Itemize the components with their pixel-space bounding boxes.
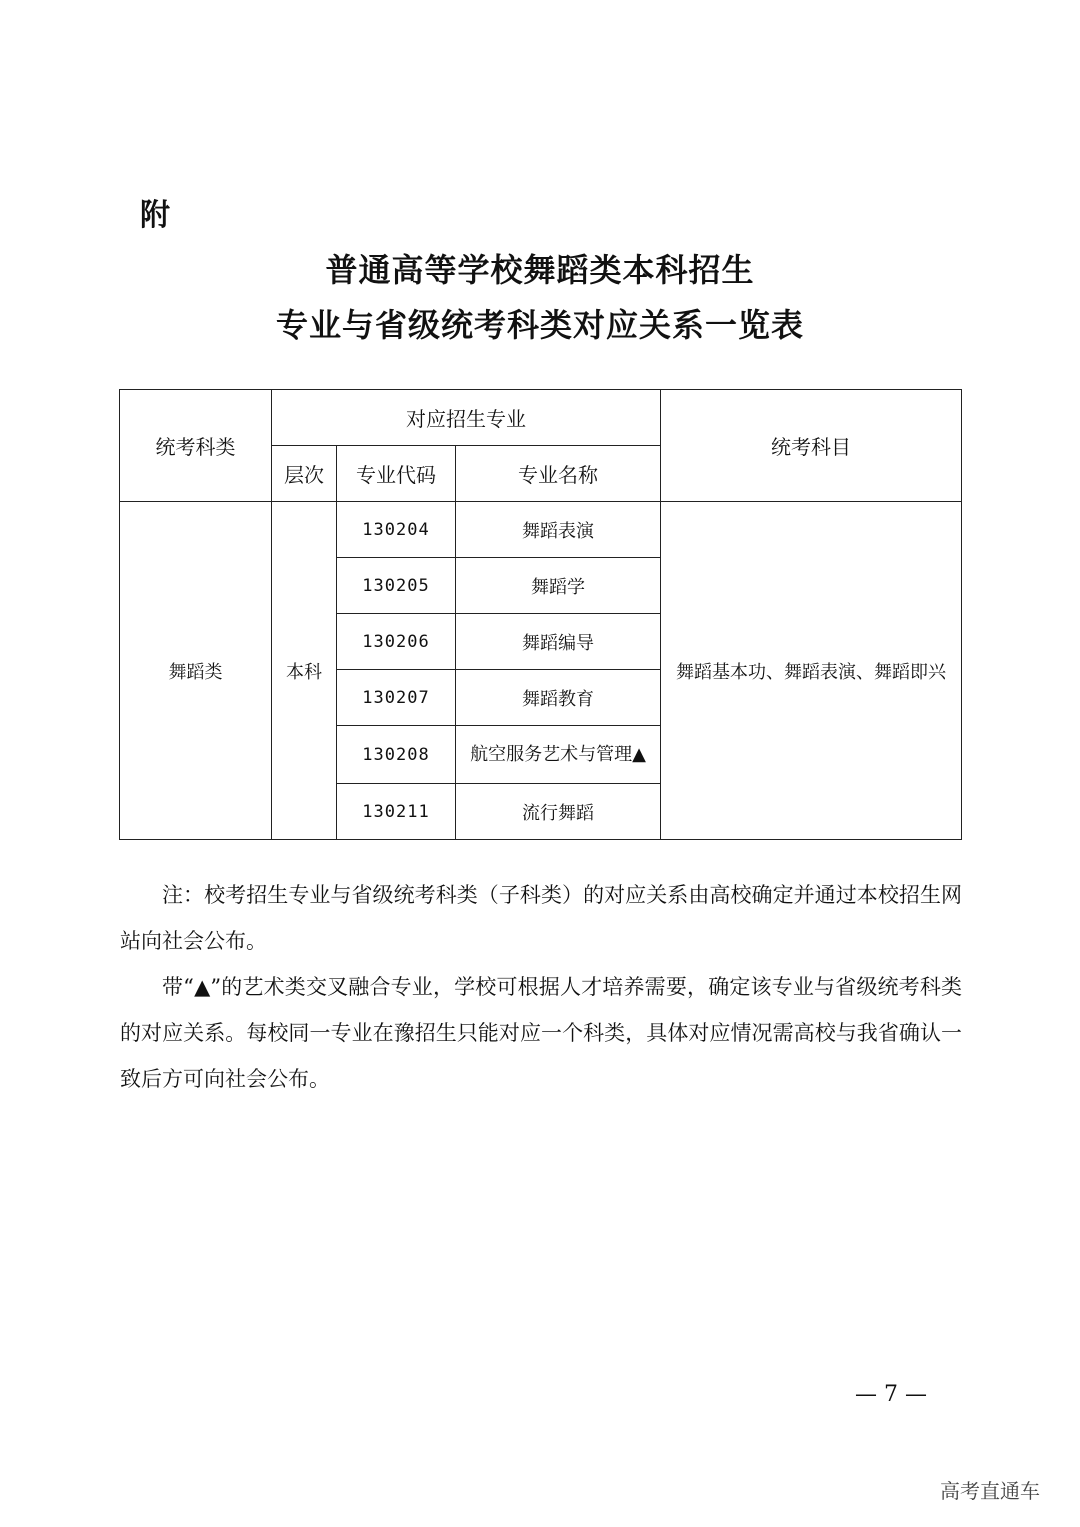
major-name: 舞蹈学 bbox=[456, 558, 661, 614]
page-number: — 7 — bbox=[855, 1382, 927, 1407]
major-name: 流行舞蹈 bbox=[456, 784, 661, 840]
header-code: 专业代码 bbox=[337, 446, 456, 502]
major-code: 130204 bbox=[337, 502, 456, 558]
watermark-text: 高考直通车 bbox=[940, 1479, 1040, 1503]
major-name: 舞蹈教育 bbox=[456, 670, 661, 726]
major-code: 130211 bbox=[337, 784, 456, 840]
header-level: 层次 bbox=[272, 446, 337, 502]
notes-section bbox=[120, 872, 962, 1102]
attachment-label: 附 bbox=[140, 198, 170, 233]
subjects-cell: 舞蹈基本功、舞蹈表演、舞蹈即兴 bbox=[661, 502, 962, 840]
page-title-line2: 专业与省级统考科类对应关系一览表 bbox=[275, 306, 804, 344]
category-cell: 舞蹈类 bbox=[120, 502, 272, 840]
level-cell: 本科 bbox=[272, 502, 337, 840]
page-title-line1: 普通高等学校舞蹈类本科招生 bbox=[325, 251, 755, 289]
header-name: 专业名称 bbox=[456, 446, 661, 502]
major-name: 舞蹈编导 bbox=[456, 614, 661, 670]
major-name: 舞蹈表演 bbox=[456, 502, 661, 558]
header-major-group: 对应招生专业 bbox=[272, 390, 661, 446]
correspondence-table bbox=[119, 389, 962, 840]
header-category: 统考科类 bbox=[120, 390, 272, 502]
major-name: 航空服务艺术与管理▲ bbox=[456, 726, 661, 784]
note-paragraph: 带“▲”的艺术类交叉融合专业，学校可根据人才培养需要，确定该专业与省级统考科类的对应关系。每校同一专业在豫招生只能对应一个科类，具体对应情况需高校与我省确认一致后方可向社会公布。 bbox=[120, 975, 962, 1091]
note-paragraph: 注：校考招生专业与省级统考科类（子科类）的对应关系由高校确定并通过本校招生网站向社会公布。 bbox=[120, 883, 962, 953]
table-row bbox=[120, 502, 962, 558]
header-subjects: 统考科目 bbox=[661, 390, 962, 502]
major-code: 130205 bbox=[337, 558, 456, 614]
major-code: 130207 bbox=[337, 670, 456, 726]
major-code: 130208 bbox=[337, 726, 456, 784]
major-code: 130206 bbox=[337, 614, 456, 670]
